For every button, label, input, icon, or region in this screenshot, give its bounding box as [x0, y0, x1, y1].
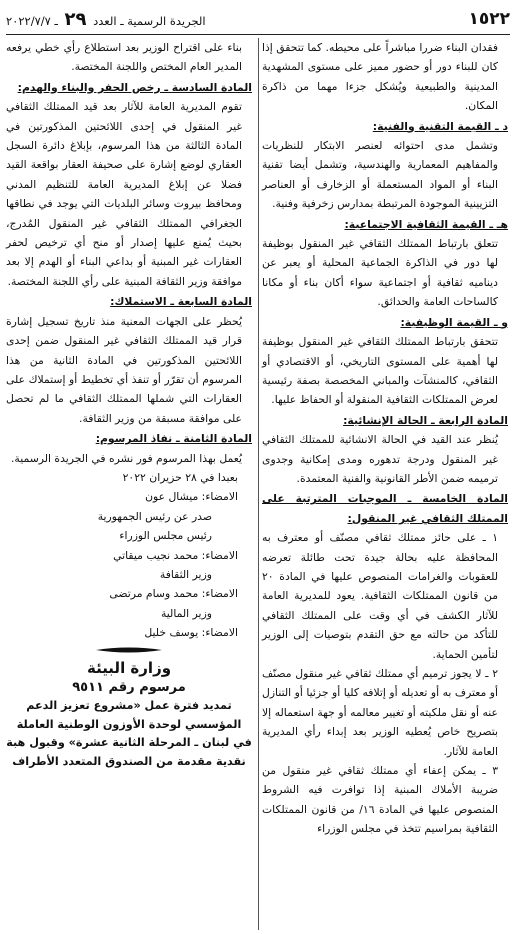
paragraph: تتحقق بارتباط الممتلك الثقافي غير المنقول بوظيفة لها أهمية على المستوى التاريخي، أو الاقتصادي أو الثقافي، كالمنشآت والمباني المخصصة بصفة رئيسية لعرض الممتلكات الثقافية المنقولة أو الحفاظ عليها.: [262, 335, 498, 407]
right-column: [262, 38, 508, 930]
paragraph: ٣ ـ يمكن إعفاء أي ممتلك ثقافي غير منقول من ضريبة الأملاك المبنية إذا توافرت فيه الشروط المنصوص عليها في المادة ١٦/ من قانون الممتلكات الثقافية بمراسيم تتخذ في مجلس الوزراء: [262, 764, 499, 836]
section-heading: د ـ القيمة التقنية والفنية:: [372, 119, 508, 133]
section-heading: و ـ القيمة الوظيفية:: [400, 315, 508, 329]
signature-line: الامضاء: محمد نجيب ميقاتي: [113, 548, 238, 562]
section-heading: المادة الثامنة ـ نفاذ المرسوم:: [95, 432, 252, 446]
paragraph: ٢ ـ لا يجوز ترميم أي ممتلك ثقافي غير منقول مصنّف أو معترف به أو تعديله أو إتلافه كليا أو جزئيا أو التنازل عنه أو نقل ملكيته أو تغيير معالمه أو جهة استعماله إلا بتصريح خاص يُعطيه الوزير بعد إبداء رأي المديرية العامة للآثار.: [262, 667, 498, 758]
paragraph: تقوم المديرية العامة للآثار بعد قيد الممتلك الثقافي غير المنقول في إحدى اللائحتين المذكورتين في المادة الثالثة من هذا المرسوم، بإبلاغ دائرة السجل العقاري لوضع إشارة على صحيفة العقار بواقعة القيد فضلا عن إبلاغ المديرية العامة للتنظيم المدني ومحافظ بيروت وسائر البلديات التي يوجد في نطاقها الجغرافي الممتلك الثقافي غير المنقول المُدرج، بحيث يُمنع عليها إصدار أو منح أي ترخيص لحفر العقارات غير المبنية أو بداعي البناء أو الهدم إلا بعد موافقة وزير الثقافة المبنية على رأي اللجنة المختصة.: [6, 100, 242, 288]
signature-line: وزير الثقافة: [159, 567, 212, 581]
signature-line: الامضاء: ميشال عون: [145, 490, 238, 504]
signature-line: الامضاء: محمد وسام مرتضى: [109, 587, 238, 601]
header-title: [6, 9, 206, 30]
paragraph: يُحظر على الجهات المعنية منذ تاريخ تسجيل إشارة قرار قيد الممتلك الثقافي غير المنقول ضمن إحدى اللائحتين المذكورتين في المادة الثانية من هذا المرسوم أن تقرّر أو تنفذ أي تخطيط أو إستملاك على العقارات التي شملها الممتلك الثقافي ما لم تحصل على موافقة مسبقة من وزير الثقافة.: [6, 314, 242, 425]
column-divider: [258, 38, 259, 930]
page-header: [6, 4, 510, 35]
signature-line: بعبدا في ٢٨ حزيران ٢٠٢٢: [122, 470, 238, 484]
paragraph: بناء على اقتراح الوزير بعد استطلاع رأي خطي يرفعه المدير العام المختص واللجنة المختصة.: [6, 41, 242, 74]
decree-number: مرسوم رقم ٩٥١١: [72, 680, 186, 695]
ministry-title: وزارة البيئة: [86, 658, 172, 677]
paragraph: وتشمل مدى احتوائه لعنصر الابتكار للنظريات والمفاهيم المعمارية والهندسية، وتشمل أيضا تقنية البناء أو المواد المستعملة أو الزخارف أو العناصر التزيينية الموجودة المرتبطة بمدارس زخرفية وفنية.: [262, 139, 498, 211]
section-heading: المادة السابعة ـ الاستملاك:: [110, 295, 252, 309]
paragraph: يُعمل بهذا المرسوم فور نشره في الجريدة الرسمية.: [10, 451, 242, 465]
paragraph: ١ ـ على حائز ممتلك ثقافي مصنّف أو معترف به المحافظة عليه بحالة جيدة تحت طائلة تعرضه للعقوبات والغرامات المنصوص عليها في المادة ٢٠ من قانون الممتلكات الثقافية. يعود للمديرية العامة للآثار الكشف في أي وقت على الممتلك الثقافي للتأكد من حالته مع حق التقدم بتوصيات إلى الوزير لتأمين الحماية.: [262, 531, 498, 661]
decree-title: تمديد فترة عمل «مشروع تعزيز الدعم المؤسسي لوحدة الأوزون الوطنية العاملة في لبنان ـ المرحلة الثانية عشرة» وقبول هبة نقدية مقدمة من الصندوق المتعدد الأطراف: [6, 699, 252, 768]
paragraph: تتعلق بارتباط الممتلك الثقافي غير المنقول بوظيفة لها دور في الذاكرة الجماعية المحلية أو يعبر عن ديناميه ثقافية أو اجتماعية سواء أكان بناء أو مكانا كالساحات العامة والحدائق.: [262, 237, 498, 309]
section-heading: هـ ـ القيمة الثقافية الاجتماعية:: [344, 217, 508, 231]
gazette-name: الجريدة الرسمية ـ العدد: [93, 13, 206, 28]
separator-ornament: [6, 645, 252, 655]
issue-date: ـ ٢٠٢٢/٧/٧: [6, 13, 58, 28]
section-heading: المادة الخامسة ـ الموجبات المترتبة على الممتلك الثقافي غير المنقول:: [262, 492, 508, 525]
section-heading: المادة الرابعة ـ الحالة الإنشائية:: [343, 413, 508, 427]
signature-line: صدر عن رئيس الجمهورية: [97, 509, 212, 523]
paragraph: فقدان البناء ضررا مباشراً على محيطه. كما تتحقق إذا كان للبناء دور أو حضور مميز على مستوى المشهدية المدينية والطبيعية ويُشكل جزءا مهما من ذاكرة المكان.: [262, 41, 498, 113]
signature-line: وزير المالية: [161, 606, 212, 620]
page-number: ١٥٢٢: [468, 9, 510, 29]
left-column: [6, 38, 252, 930]
paragraph: يُنظر عند القيد في الحالة الانشائية للممتلك الثقافي غير المنقول ودرجة تدهوره ومدى إمكانية وجدوى ترميمه ضمن الأطر القانونية والفنية المعتمدة.: [262, 433, 498, 485]
decree-text: [6, 38, 252, 643]
signature-line: رئيس مجلس الوزراء: [119, 529, 212, 543]
signature-line: الامضاء: يوسف خليل: [144, 626, 238, 640]
section-heading: المادة السادسة ـ رخص الحفر والبناء والهدم:: [17, 80, 252, 94]
issue-number: ٢٩: [64, 8, 87, 30]
